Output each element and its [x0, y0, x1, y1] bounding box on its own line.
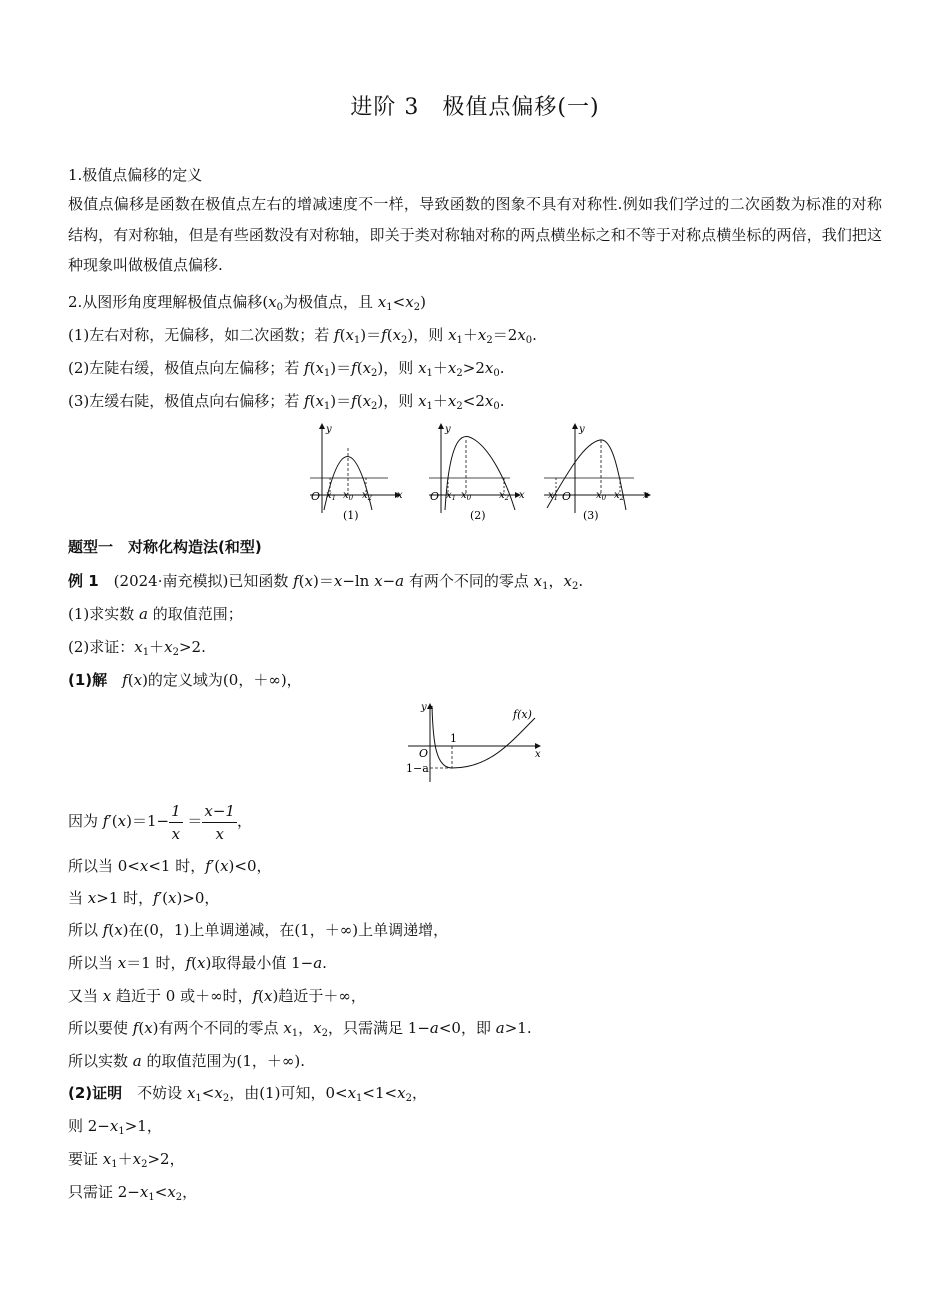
section-1-paragraph: 极值点偏移是函数在极值点左右的增减速度不一样，导致函数的图象不具有对称性.例如我们学过的二次函数为标准的对称结构，有对称轴，但是有些函数没有对称轴，即关于类对称轴对称的两点横坐标之和不等于对称点横坐标的两倍，我们把这种现象叫做极值点偏移.	[68, 195, 882, 274]
graph-1-x2: $x_2$	[362, 490, 373, 502]
solution-2-label: (2)证明	[68, 1084, 123, 1102]
fx-graph-min-label: 1−a	[406, 762, 429, 775]
fx-graph-curve-label: f(x)	[513, 708, 532, 721]
graph-3-x2: $x_2$	[614, 490, 625, 502]
case-1-text: (1)左右对称，无偏移，如二次函数；若 $f(x_1)=f(x_2)$，则 $x_1+x_2=2x_0$.	[68, 326, 537, 346]
sol1-line-1: 所以当 0<x<1 时，f′(x)<0，	[68, 857, 272, 875]
fx-graph-figure	[400, 698, 550, 784]
graph-1-caption: (1)	[343, 509, 359, 522]
sol1-line-6: 所以要使 f(x)有两个不同的零点 $x_1$，$x_2$，只需满足 1−a<0，即 a>1.	[68, 1019, 532, 1039]
fx-graph-tick-1: 1	[450, 732, 457, 745]
graph-3-x-label: x	[643, 490, 649, 501]
sol1-line-2: 当 x>1 时，f′(x)>0，	[68, 889, 220, 907]
sol1-line-7: 所以实数 a 的取值范围为(1，＋∞).	[68, 1052, 306, 1070]
solution-1-label: (1)解	[68, 671, 108, 689]
graph-2-x0: $x_0$	[461, 490, 472, 502]
sol2-line-2: 则 $2-x_1>1$，	[68, 1117, 162, 1137]
solution-1-domain: (1)解 f(x)的定义域为(0，＋∞)，	[68, 671, 302, 689]
sol2-line-1: (2)证明 不妨设 $x_1<x_2$，由(1)可知，$0<x_1<1<x_2$，	[68, 1084, 427, 1104]
fx-graph-origin: O	[419, 747, 429, 760]
graph-3-x1: $x_1$	[548, 490, 559, 502]
graph-3-caption: (3)	[583, 509, 599, 522]
graph-2-caption: (2)	[470, 509, 486, 522]
example-label: 例 1	[68, 572, 99, 590]
graph-1-x0: $x_0$	[343, 490, 354, 502]
fx-graph-y-label: y	[421, 702, 427, 713]
sol1-line-4: 所以当 x＝1 时，f(x)取得最小值 1−a.	[68, 954, 327, 972]
graph-3-x0: $x_0$	[596, 490, 607, 502]
graph-1-y-label: y	[326, 424, 332, 435]
question-1: (1)求实数 a 的取值范围；	[68, 605, 243, 623]
case-3-text: (3)左缓右陡，极值点向右偏移；若 $f(x_1)=f(x_2)$，则 $x_1+x_2<2x_0$.	[68, 392, 505, 412]
fraction-x-minus-1-over-x: $\frac{x-1}{x}$	[204, 801, 235, 843]
graph-3-origin: O	[562, 490, 572, 503]
graph-1	[310, 424, 403, 522]
sol1-line-3: 所以 f(x)在(0，1)上单调递减，在(1，＋∞)上单调递增，	[68, 921, 449, 939]
graph-1-origin: O	[311, 490, 321, 503]
section-2-heading: 2.从图形角度理解极值点偏移($x_0$为极值点，且 $x_1<x_2$)	[68, 293, 426, 313]
case-2-text: (2)左陡右缓，极值点向左偏移；若 $f(x_1)=f(x_2)$，则 $x_1+x_2>2x_0$.	[68, 359, 505, 379]
graph-3	[544, 424, 650, 522]
derivative-line: 因为 f′(x)＝1− $\frac{1}{x}$ ＝ $\frac{x-1}{x}$ ，	[68, 801, 252, 843]
graph-2-x1: $x_1$	[446, 490, 457, 502]
section-1-heading: 1.极值点偏移的定义	[68, 166, 203, 184]
question-2: (2)求证：$x_1+x_2>2$.	[68, 638, 206, 658]
sol2-line-4: 只需证 $2-x_1<x_2$，	[68, 1183, 198, 1203]
fx-graph-x-label: x	[535, 749, 541, 760]
offset-graphs-figure	[300, 418, 660, 526]
fraction-1-over-x: $\frac{1}{x}$	[171, 801, 181, 843]
graph-2-origin: O	[430, 490, 440, 503]
graph-3-y-label: y	[579, 424, 585, 435]
graph-1-x1: $x_1$	[326, 490, 337, 502]
graph-2-x2: $x_2$	[499, 490, 510, 502]
sol1-line-5: 又当 x 趋近于 0 或＋∞时，f(x)趋近于＋∞，	[68, 987, 366, 1005]
graph-2-y-label: y	[445, 424, 451, 435]
graph-2	[429, 424, 525, 522]
type-1-heading: 题型一 对称化构造法(和型)	[68, 538, 262, 556]
example-1-statement: 例 1 (2024·南充模拟)已知函数 f(x)＝x−ln x−a 有两个不同的零点 $x_1$，$x_2$.	[68, 572, 584, 592]
sol2-line-3: 要证 $x_1+x_2>2$，	[68, 1150, 185, 1170]
graph-1-x-label: x	[397, 490, 403, 501]
graph-2-x-label: x	[519, 490, 525, 501]
page-title: 进阶 3 极值点偏移(一)	[350, 95, 600, 120]
